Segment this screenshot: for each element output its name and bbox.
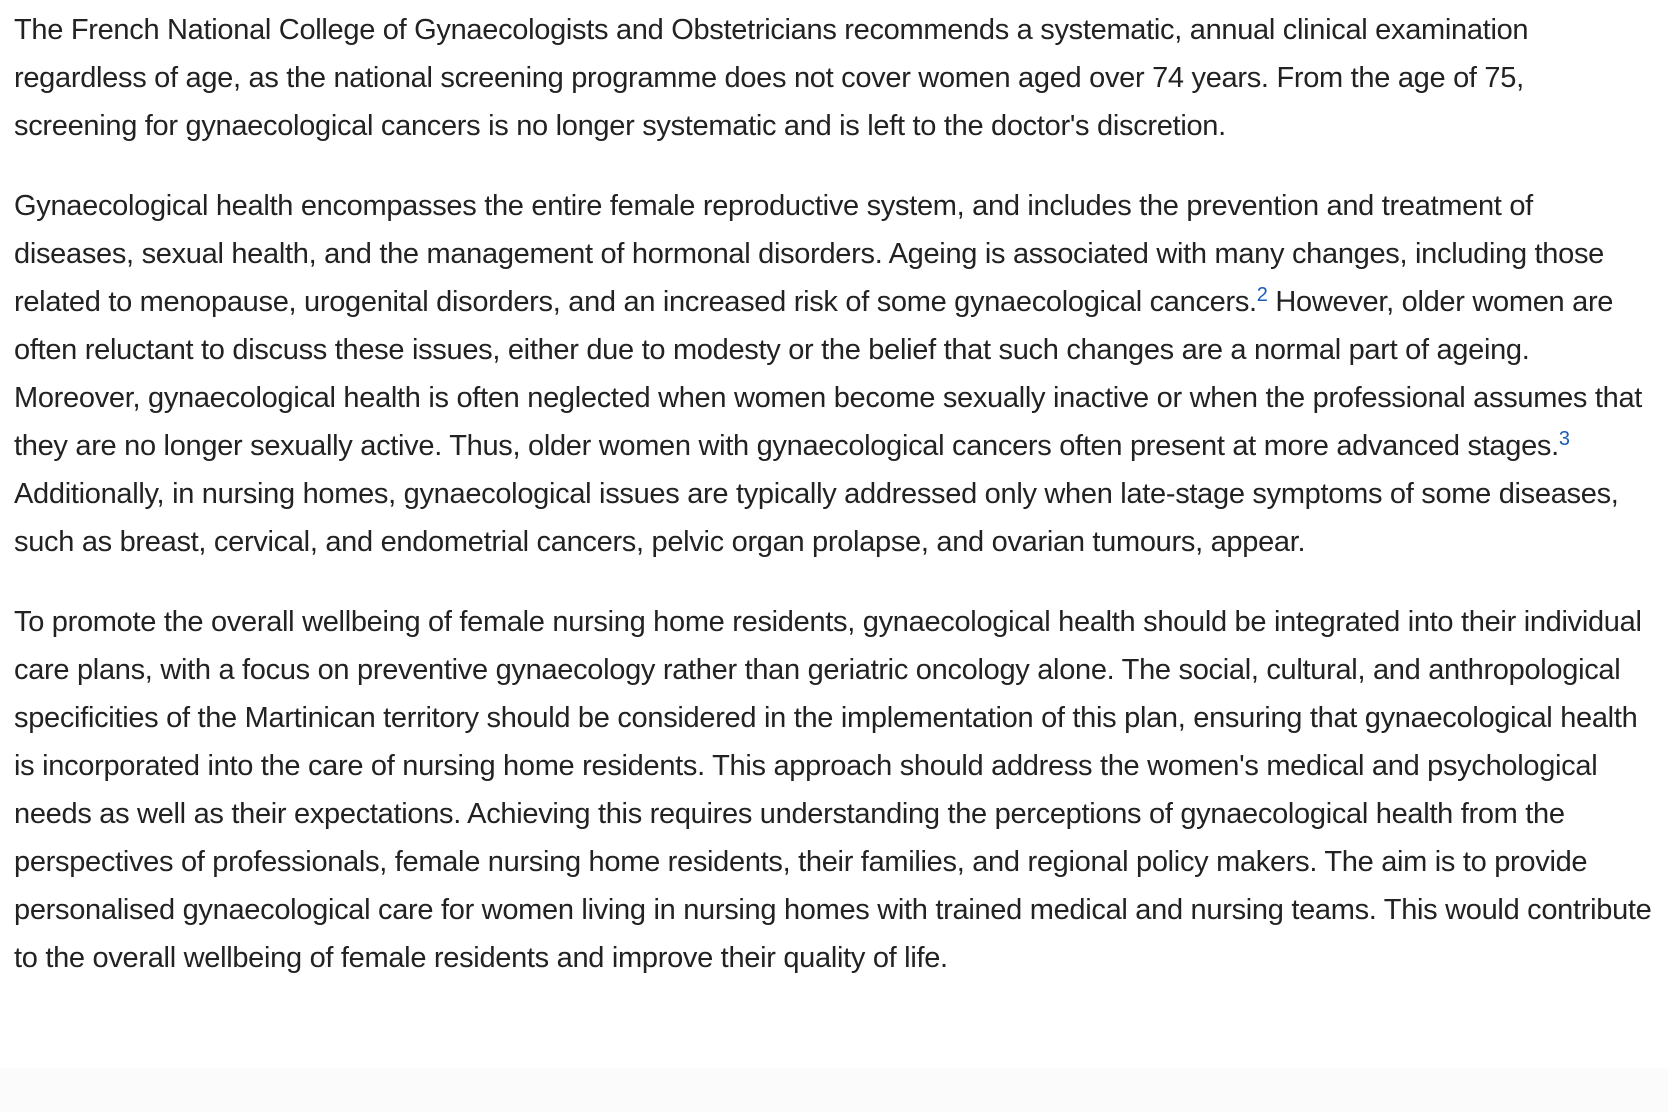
- paragraph-text: Additionally, in nursing homes, gynaecological issues are typically addressed only when late-stage symptoms of some diseases, such as breast, cervical, and endometrial cancers, pelvic organ prolapse, and ovarian tumours, appear.: [14, 478, 1619, 558]
- paragraph-care-plans: [14, 598, 1654, 982]
- citation-superscript: [1257, 284, 1268, 306]
- paragraph-text: Gynaecological health encompasses the entire female reproductive system, and includes the prevention and treatment of diseases, sexual health, and the management of hormonal disorders. Ageing is associated with many changes, including those related to menopause, urogenital disorders, and an increased risk of some gynaecological cancers.: [14, 190, 1604, 318]
- page-footer-band: [0, 1068, 1668, 1112]
- citation-superscript: [1559, 428, 1570, 450]
- article-body: [14, 6, 1654, 1014]
- paragraph-text: To promote the overall wellbeing of female nursing home residents, gynaecological health should be integrated into their individual care plans, with a focus on preventive gynaecology rather than geriatric oncology alone. The social, cultural, and anthropological specificities of the Martinican territory should be considered in the implementation of this plan, ensuring that gynaecological health is incorporated into the care of nursing home residents. This approach should address the women's medical and psychological needs as well as their expectations. Achieving this requires understanding the perceptions of gynaecological health from the perspectives of professionals, female nursing home residents, their families, and regional policy makers. The aim is to provide personalised gynaecological care for women living in nursing homes with trained medical and nursing teams. This would contribute to the overall wellbeing of female residents and improve their quality of life.: [14, 606, 1652, 974]
- paragraph-text: The French National College of Gynaecologists and Obstetricians recommends a systematic, annual clinical examination regardless of age, as the national screening programme does not cover women aged over 74 years. From the age of 75, screening for gynaecological cancers is no longer systematic and is left to the doctor's discretion.: [14, 14, 1529, 142]
- paragraph-screening-recommendation: [14, 6, 1654, 150]
- citation-link-2[interactable]: 2: [1256, 284, 1268, 306]
- citation-link-3[interactable]: 3: [1558, 428, 1570, 450]
- paragraph-text: However, older women are often reluctant to discuss these issues, either due to modesty or the belief that such changes are a normal part of ageing. Moreover, gynaecological health is often neglected when women become sexually inactive or when the professional assumes that they are no longer sexually active. Thus, older women with gynaecological cancers often present at more advanced stages.: [14, 286, 1643, 462]
- paragraph-gynaecological-health: [14, 182, 1654, 566]
